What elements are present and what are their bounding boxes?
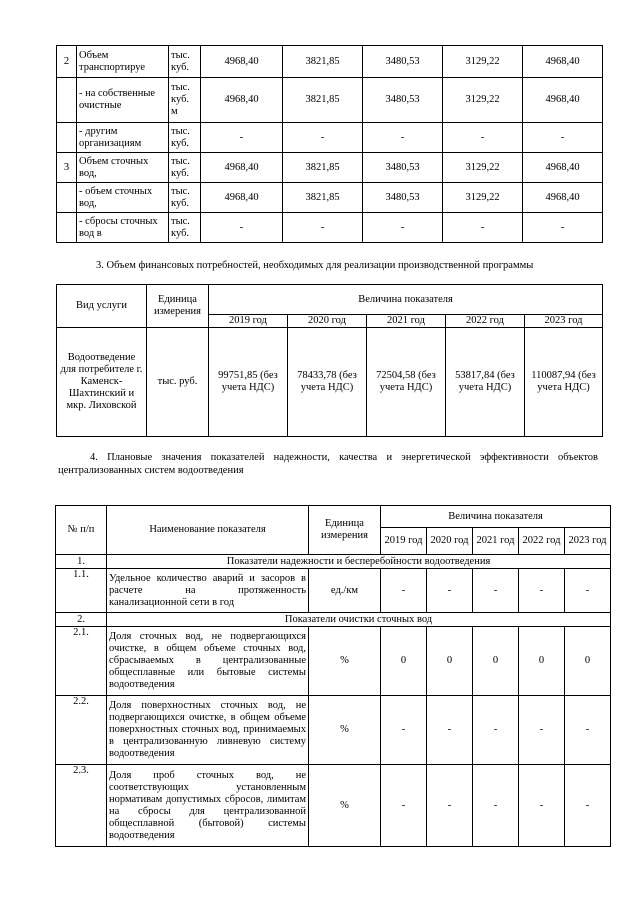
row-value: - <box>283 123 363 153</box>
indicator-value: - <box>381 696 427 765</box>
row-value: 3480,53 <box>363 78 443 123</box>
row-value: 3480,53 <box>363 183 443 213</box>
indicator-value: - <box>565 569 611 613</box>
row-value: - <box>283 213 363 243</box>
indicator-value: - <box>427 569 473 613</box>
header-unit: Единица измерения <box>309 506 381 555</box>
table-row <box>57 78 603 123</box>
header-num: № п/п <box>56 506 107 555</box>
fin-value-2021: 72504,58 (без учета НДС) <box>367 328 446 437</box>
row-value: 4968,40 <box>201 153 283 183</box>
indicator-value: - <box>473 569 519 613</box>
group2-title: Показатели очистки сточных вод <box>107 613 611 627</box>
indicator-value: - <box>565 765 611 847</box>
row-value: 3480,53 <box>363 153 443 183</box>
service-name: Водоотведение для потребителе г. Каменск-Шахтинский и мкр. Лиховской <box>57 328 147 437</box>
header-value: Величина показателя <box>381 506 611 528</box>
fin-value-2019: 99751,85 (без учета НДС) <box>209 328 288 437</box>
indicator-unit: % <box>309 696 381 765</box>
indicator-value: - <box>565 696 611 765</box>
financial-needs-table <box>56 284 603 437</box>
table-row <box>57 183 603 213</box>
production-volume-table <box>56 45 603 243</box>
indicator-name: Удельное количество аварий и засоров в расчете на протяженность канализационной сети в год <box>107 569 309 613</box>
indicator-unit: % <box>309 765 381 847</box>
year-header: 2020 год <box>288 315 367 328</box>
row-value: - <box>363 123 443 153</box>
row-value: 3129,22 <box>443 153 523 183</box>
table-row <box>57 153 603 183</box>
header-service: Вид услуги <box>57 285 147 328</box>
table-row <box>57 213 603 243</box>
year-header: 2020 год <box>427 528 473 555</box>
row-value: 4968,40 <box>201 183 283 213</box>
row-num: 2.2. <box>56 696 107 765</box>
row-value: - <box>523 213 603 243</box>
row-value: - <box>201 213 283 243</box>
year-header: 2021 год <box>473 528 519 555</box>
row-value: 4968,40 <box>201 78 283 123</box>
row-name: - сбросы сточных вод в <box>77 213 169 243</box>
indicator-value: - <box>427 696 473 765</box>
year-header: 2021 год <box>367 315 446 328</box>
table-row <box>57 123 603 153</box>
row-num <box>57 183 77 213</box>
indicator-value: - <box>473 765 519 847</box>
section3-heading: 3. Объем финансовых потребностей, необходимых для реализации производственной программы <box>96 260 534 271</box>
row-value: 3821,85 <box>283 153 363 183</box>
indicator-value: - <box>381 765 427 847</box>
service-unit: тыс. руб. <box>147 328 209 437</box>
indicator-value: 0 <box>427 627 473 696</box>
indicator-value: - <box>519 696 565 765</box>
year-header: 2022 год <box>446 315 525 328</box>
row-value: 3129,22 <box>443 46 523 78</box>
row-name: - другим организациям <box>77 123 169 153</box>
header-indicator-name: Наименование показателя <box>107 506 309 555</box>
row-unit: тыс. куб. <box>169 213 201 243</box>
indicators-table <box>55 505 611 847</box>
row-name: - объем сточных вод, <box>77 183 169 213</box>
indicator-name: Доля проб сточных вод, не соответствующих установленным нормативам допустимых сбросов, лимитам на сбросы для централизованной общесплавной (бытовой) системы водоотведения <box>107 765 309 847</box>
group1-title: Показатели надежности и бесперебойности водоотведения <box>107 555 611 569</box>
indicator-unit: % <box>309 627 381 696</box>
row-value: 4968,40 <box>201 46 283 78</box>
indicator-value: 0 <box>565 627 611 696</box>
row-value: - <box>523 123 603 153</box>
row-unit: тыс. куб. <box>169 153 201 183</box>
row-value: 4968,40 <box>523 153 603 183</box>
year-header: 2019 год <box>209 315 288 328</box>
indicator-unit: ед./км <box>309 569 381 613</box>
row-value: - <box>201 123 283 153</box>
row-value: 3480,53 <box>363 46 443 78</box>
indicator-value: 0 <box>381 627 427 696</box>
fin-value-2023: 110087,94 (без учета НДС) <box>525 328 603 437</box>
row-value: - <box>363 213 443 243</box>
row-num <box>57 213 77 243</box>
row-value: 3821,85 <box>283 183 363 213</box>
row-num: 3 <box>57 153 77 183</box>
row-num: 2.3. <box>56 765 107 847</box>
header-value: Величина показателя <box>209 285 603 315</box>
section4-heading: 4. Плановые значения показателей надежности, качества и энергетической эффективности объектов централизованных систем водоотведения <box>58 452 598 476</box>
indicator-value: 0 <box>519 627 565 696</box>
indicator-value: - <box>381 569 427 613</box>
group2-num: 2. <box>56 613 107 627</box>
row-num: 2.1. <box>56 627 107 696</box>
group1-num: 1. <box>56 555 107 569</box>
row-num <box>57 78 77 123</box>
row-value: 3129,22 <box>443 78 523 123</box>
indicator-value: 0 <box>473 627 519 696</box>
row-value: 3821,85 <box>283 46 363 78</box>
year-header: 2023 год <box>565 528 611 555</box>
indicator-name: Доля поверхностных сточных вод, не подвергающихся очистке, в общем объеме поверхностных сточных вод, принимаемых в централизованную ливневую систему водоотведения <box>107 696 309 765</box>
row-num: 2 <box>57 46 77 78</box>
row-unit: тыс. куб. <box>169 46 201 78</box>
row-num: 1.1. <box>56 569 107 613</box>
year-header: 2022 год <box>519 528 565 555</box>
row-name: Объем сточных вод, <box>77 153 169 183</box>
row-value: 3129,22 <box>443 183 523 213</box>
row-value: 4968,40 <box>523 183 603 213</box>
indicator-value: - <box>427 765 473 847</box>
indicator-value: - <box>473 696 519 765</box>
year-header: 2019 год <box>381 528 427 555</box>
row-value: 4968,40 <box>523 78 603 123</box>
table-row <box>57 46 603 78</box>
row-value: 3821,85 <box>283 78 363 123</box>
row-name: - на собственные очистные <box>77 78 169 123</box>
row-value: - <box>443 213 523 243</box>
year-header: 2023 год <box>525 315 603 328</box>
fin-value-2020: 78433,78 (без учета НДС) <box>288 328 367 437</box>
indicator-value: - <box>519 569 565 613</box>
indicator-name: Доля сточных вод, не подвергающихся очистке, в общем объеме сточных вод, сбрасываемых в централизованные общесплавные или бытовые системы водоотведения <box>107 627 309 696</box>
row-value: 4968,40 <box>523 46 603 78</box>
row-unit: тыс. куб. м <box>169 78 201 123</box>
row-unit: тыс. куб. <box>169 123 201 153</box>
fin-value-2022: 53817,84 (без учета НДС) <box>446 328 525 437</box>
header-unit: Единица измерения <box>147 285 209 328</box>
row-value: - <box>443 123 523 153</box>
indicator-value: - <box>519 765 565 847</box>
row-name: Объем транспортируе <box>77 46 169 78</box>
row-num <box>57 123 77 153</box>
row-unit: тыс. куб. <box>169 183 201 213</box>
